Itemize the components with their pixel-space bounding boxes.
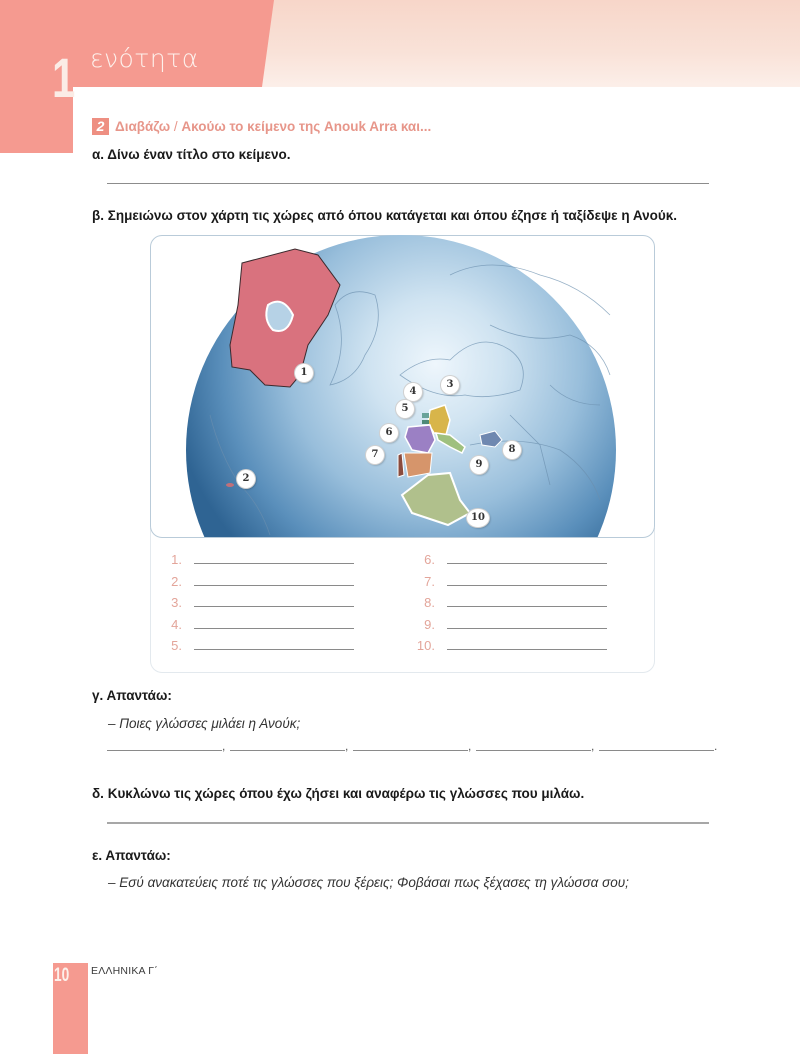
map-answer-4[interactable]: 4. [160, 617, 354, 632]
map-answer-5[interactable]: 5. [160, 638, 354, 653]
language-blank-4[interactable] [476, 750, 591, 751]
map-answer-2[interactable]: 2. [160, 574, 354, 589]
exercise-title-read: Διαβάζω [115, 119, 171, 134]
map-answer-7[interactable]: 7. [413, 574, 607, 589]
languages-answer-row: , , , , . [107, 741, 722, 751]
exercise-title [115, 119, 431, 134]
exercise-title-slash: / [170, 119, 182, 134]
globe-map [150, 235, 655, 537]
exercise-title-listen: Ακούω το κείμενο της Anouk Arra και... [181, 119, 432, 134]
map-marker-9: 9 [470, 456, 488, 474]
map-marker-6: 6 [380, 424, 398, 442]
map-answer-9[interactable]: 9. [413, 617, 607, 632]
exercise-number-badge: 2 [92, 118, 109, 135]
map-answer-6[interactable]: 6. [413, 552, 607, 567]
question-d: δ. Κυκλώνω τις χώρες όπου έχω ζήσει και αναφέρω τις γλώσσες που μιλάω. [92, 786, 585, 801]
language-blank-3[interactable] [353, 750, 468, 751]
map-answer-1[interactable]: 1. [160, 552, 354, 567]
book-title: ΕΛΛΗΝΙΚΑ Γ΄ [91, 965, 158, 977]
map-answer-10[interactable]: 10. [413, 638, 607, 653]
question-e: ε. Απαντάω: [92, 848, 171, 863]
question-c: γ. Απαντάω: [92, 688, 172, 703]
map-marker-1: 1 [295, 364, 313, 382]
map-marker-8: 8 [503, 441, 521, 459]
map-marker-4: 4 [404, 383, 422, 401]
map-marker-5: 5 [396, 400, 414, 418]
map-marker-2: 2 [237, 470, 255, 488]
map-marker-7: 7 [366, 446, 384, 464]
language-blank-1[interactable] [107, 750, 222, 751]
question-b: β. Σημειώνω στον χάρτη τις χώρες από όπου κατάγεται και όπου έζησε ή ταξίδεψε η Ανούκ. [92, 208, 677, 223]
unit-label: ενότητα [90, 44, 199, 73]
language-blank-2[interactable] [230, 750, 345, 751]
unit-number: 1 [52, 46, 76, 109]
answer-line-a[interactable] [107, 183, 709, 184]
question-c-prompt: – Ποιες γλώσσες μιλάει η Ανούκ; [108, 716, 301, 731]
language-blank-5[interactable] [599, 750, 714, 751]
map-answer-3[interactable]: 3. [160, 595, 354, 610]
page-number: 10 [54, 965, 70, 986]
map-marker-10: 10 [467, 509, 489, 527]
map-answer-8[interactable]: 8. [413, 595, 607, 610]
question-e-prompt: – Εσύ ανακατεύεις ποτέ τις γλώσσες που ξέρεις; Φοβάσαι πως ξέχασες τη γλώσσα σου; [108, 875, 629, 890]
answer-line-d[interactable] [107, 822, 709, 824]
map-marker-3: 3 [441, 376, 459, 394]
exercise-heading [92, 118, 431, 135]
question-a: α. Δίνω έναν τίτλο στο κείμενο. [92, 147, 291, 162]
